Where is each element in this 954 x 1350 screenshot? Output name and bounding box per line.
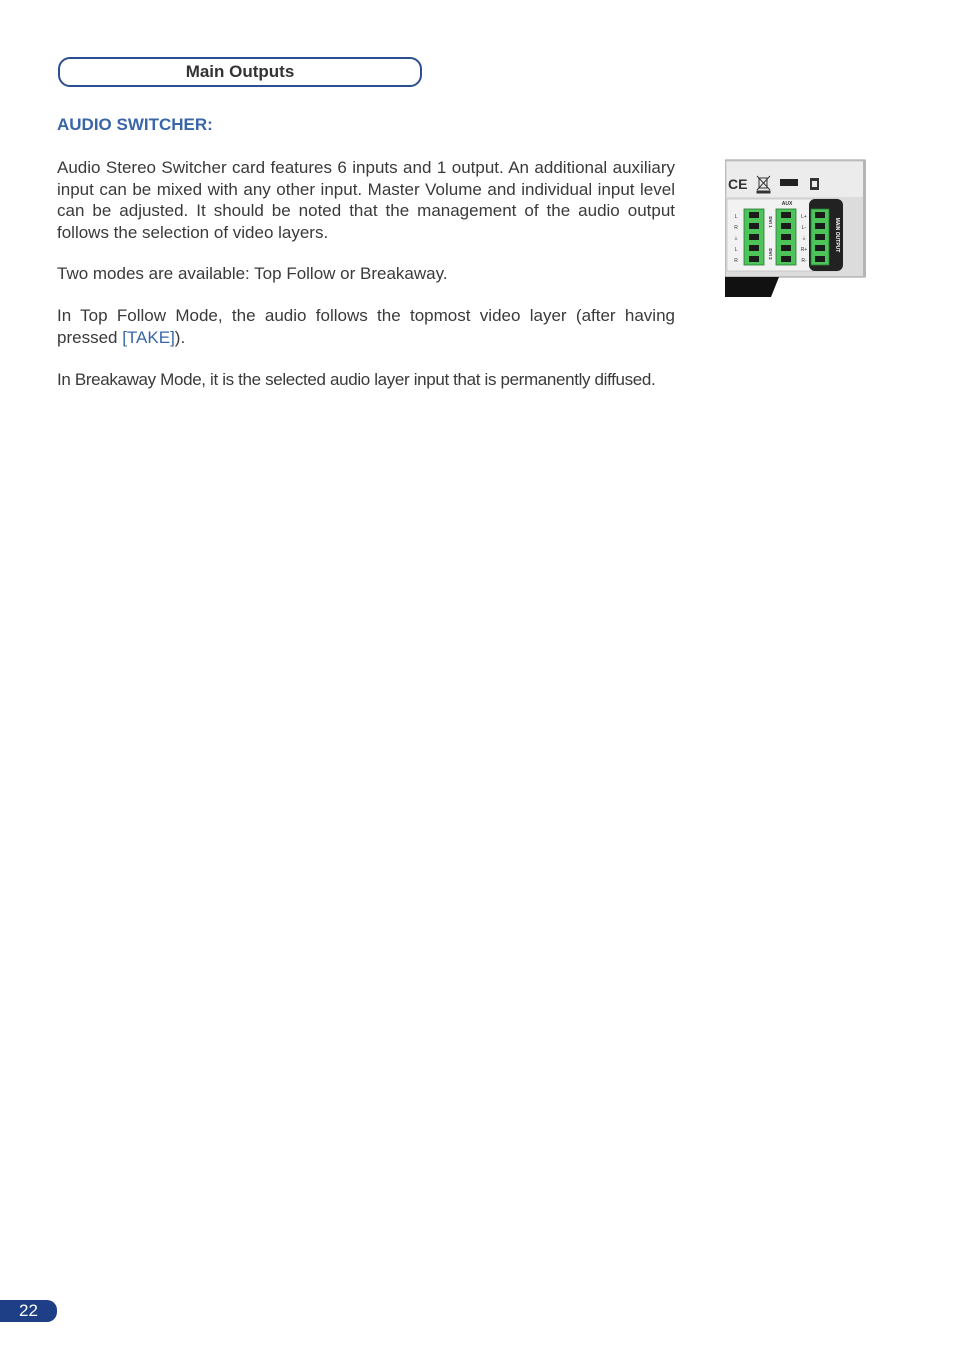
terminal-block-aux xyxy=(776,209,796,265)
section-title: Main Outputs xyxy=(58,57,422,87)
port-slot xyxy=(780,179,798,186)
aux-label: AUX xyxy=(781,201,793,207)
pin-label: L+ xyxy=(801,214,807,220)
device-foot xyxy=(725,277,779,297)
top-follow-text: In Top Follow Mode, the audio follows the topmost video layer (after having pressed xyxy=(57,306,675,347)
paragraph-intro: Audio Stereo Switcher card features 6 inputs and 1 output. An additional auxiliary input can be mixed with any other input. Master Volume and individual input level can be adjusted. It should be noted that the management of the audio output follows the selection of video layers. xyxy=(57,158,675,242)
terminal-block-left xyxy=(744,209,764,265)
page-number: 22 xyxy=(0,1300,57,1322)
paragraph-modes: Two modes are available: Top Follow or Breakaway. xyxy=(57,264,448,283)
pin-label: R- xyxy=(801,258,807,264)
ce-mark-icon: CE xyxy=(728,176,748,192)
section-heading: AUDIO SWITCHER: xyxy=(57,115,213,134)
take-link[interactable]: [TAKE] xyxy=(122,327,175,347)
pin-label: ⏚ xyxy=(733,236,739,242)
paragraph-top-follow xyxy=(57,305,675,348)
pin-label: L xyxy=(734,214,738,220)
dvi2-label: DVI 2 xyxy=(768,248,773,260)
paragraph-breakaway: In Breakaway Mode, it is the selected audio layer input that is permanently diffused. xyxy=(57,370,656,389)
pin-label: R xyxy=(734,225,738,231)
top-follow-end: ). xyxy=(174,327,186,347)
terminal-block-main-output xyxy=(811,209,829,265)
pin-label: R xyxy=(734,258,738,264)
lock-icon xyxy=(810,178,819,190)
pin-label: R+ xyxy=(800,247,808,253)
pin-label: L- xyxy=(801,225,807,231)
pin-label: ⏚ xyxy=(801,236,807,242)
main-output-label: MAIN OUTPUT xyxy=(834,217,840,253)
dvi1-label: DVI 1 xyxy=(768,216,773,228)
audio-card-image xyxy=(725,159,867,297)
pin-label: L xyxy=(734,247,738,253)
